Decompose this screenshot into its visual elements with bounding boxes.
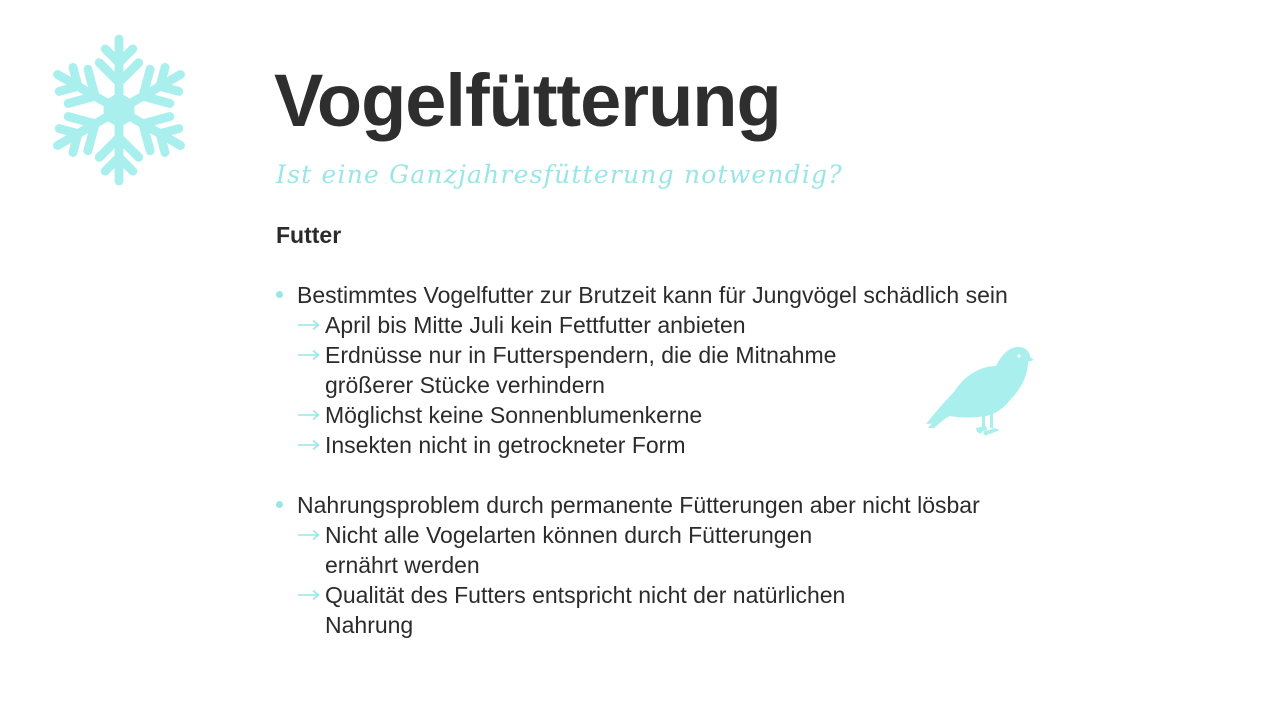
- bullet-text: Bestimmtes Vogelfutter zur Brutzeit kann für Jungvögel schädlich sein: [297, 282, 1008, 308]
- sub-item-text: Erdnüsse nur in Futterspendern, die die Mitnahme größerer Stücke verhindern: [325, 342, 837, 398]
- arrow-right-icon: [297, 400, 323, 430]
- list-item: [274, 490, 1064, 640]
- slide-title: Vogelfütterung: [274, 59, 781, 142]
- bullet-text: Nahrungsproblem durch permanente Fütterungen aber nicht lösbar: [297, 492, 980, 518]
- sub-item-text: Möglichst keine Sonnenblumenkerne: [325, 402, 703, 428]
- sub-list-item: [297, 580, 1064, 640]
- sub-item-text: Nicht alle Vogelarten können durch Fütterungen ernährt werden: [325, 522, 813, 578]
- section-heading: Futter: [276, 222, 342, 248]
- bullet-dot-icon: [276, 501, 283, 508]
- arrow-right-icon: [297, 430, 323, 460]
- sub-item-text: Insekten nicht in getrockneter Form: [325, 432, 686, 458]
- arrow-right-icon: [297, 310, 323, 340]
- sub-item-text: April bis Mitte Juli kein Fettfutter anbieten: [325, 312, 746, 338]
- sub-list-item: [297, 520, 1064, 580]
- bullet-dot-icon: [276, 291, 283, 298]
- slide-subtitle: Ist eine Ganzjahresfütterung notwendig?: [276, 160, 843, 189]
- bird-icon: [924, 344, 1034, 436]
- arrow-right-icon: [297, 520, 323, 550]
- arrow-right-icon: [297, 580, 323, 610]
- snowflake-icon: [50, 32, 188, 188]
- sub-item-text: Qualität des Futters entspricht nicht der natürlichen Nahrung: [325, 582, 846, 638]
- sub-list-item: [297, 310, 1064, 340]
- arrow-right-icon: [297, 340, 323, 370]
- bullet-list: [274, 280, 1064, 640]
